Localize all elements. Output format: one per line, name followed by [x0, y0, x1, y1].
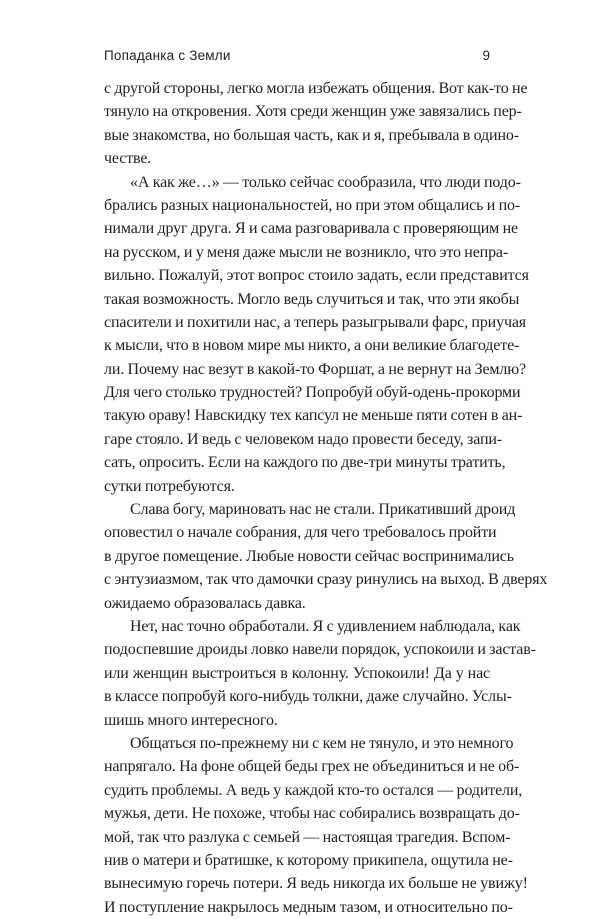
text-line: шишь много интересного. — [104, 711, 278, 729]
paragraph-5 — [104, 732, 528, 919]
page-number: 9 — [482, 48, 490, 63]
text-line: гаре стояло. И ведь с человеком надо провести беседу, запи- — [104, 430, 502, 448]
text-line: или женщин выстроиться в колонну. Успокоили! Да у нас — [104, 664, 490, 682]
text-line: такую ораву! Навскидку тех капсул не меньше пяти сотен в ан- — [104, 407, 523, 425]
text-line: сутки потребуются. — [104, 477, 235, 495]
text-line: вынесимую горечь потери. Я ведь никогда их больше не увижу! — [104, 875, 528, 893]
text-line: вые знакомства, но большая часть, как и я, пребывала в одино- — [104, 126, 519, 144]
text-line: ли. Почему нас везут в какой-то Форшат, а не вернут на Землю? — [104, 360, 526, 378]
text-line: сать, опросить. Если на каждого по две-три минуты тратить, — [104, 454, 506, 472]
text-line: брались разных национальностей, но при этом общались и по- — [104, 196, 521, 214]
running-header — [104, 46, 490, 66]
text-line: честве. — [104, 150, 152, 168]
text-line: напрягало. На фоне общей беды грех не объединиться и не об- — [104, 758, 520, 776]
text-line: вильно. Пожалуй, этот вопрос стоило задать, если представится — [104, 267, 529, 285]
text-line: мой, так что разлука с семьей — настоящая трагедия. Вспом- — [104, 828, 511, 846]
text-line: судить проблемы. А ведь у каждой кто-то остался — родители, — [104, 781, 523, 799]
text-line: нимали друг друга. Я и сама разговаривала с проверяющим не — [104, 220, 518, 238]
text-line: оповестил о начале собрания, для чего требовалось пройти — [104, 524, 497, 542]
text-line: нив о матери и братишке, к которому прикипела, ощутила не- — [104, 851, 513, 869]
paragraph-1 — [104, 77, 528, 171]
text-line: на русском, и у меня даже мысли не возникло, что это непра- — [104, 243, 509, 261]
text-line: Слава богу, мариновать нас не стали. Прикативший дроид — [130, 501, 516, 519]
text-line: «А как же…» — только сейчас сообразила, что люди подо- — [130, 173, 521, 191]
text-line: Для чего столько трудностей? Попробуй обуй-одень-прокорми — [104, 384, 521, 402]
text-line: ожидаемо образовалась давка. — [104, 594, 306, 612]
text-line: мужья, дети. Не похоже, чтобы нас собирались возвращать до- — [104, 805, 520, 823]
text-line: тянуло на откровения. Хотя среди женщин уже завязались пер- — [104, 103, 522, 121]
text-line: спасители и похитили нас, а теперь разыгрывали фарс, приучая — [104, 313, 527, 331]
text-line: с энтузиазмом, так что дамочки сразу ринулись на выход. В дверях — [104, 571, 548, 589]
paragraph-3 — [104, 498, 548, 615]
paragraph-4 — [104, 615, 536, 732]
running-title: Попаданка с Земли — [104, 48, 231, 63]
text-line: Общаться по-прежнему ни с кем не тянуло, и это немного — [130, 734, 514, 752]
text-line: подоспевшие дроиды ловко навели порядок, успокоили и застав- — [104, 641, 536, 659]
text-line: Нет, нас точно обработали. Я с удивлением наблюдала, как — [130, 617, 521, 635]
text-line: в классе попробуй кого-нибудь толкни, даже случайно. Услы- — [104, 688, 512, 706]
text-line: к мысли, что в новом мире мы никто, а они великие благодете- — [104, 337, 520, 355]
text-line: с другой стороны, легко могла избежать общения. Вот как-то не — [104, 80, 528, 97]
body-text — [104, 77, 548, 919]
text-line: такая возможность. Могло ведь случиться и так, что эти якобы — [104, 290, 520, 308]
text-line: И поступление накрылось медным тазом, и относительно по- — [104, 898, 513, 916]
paragraph-2 — [104, 171, 529, 498]
text-line: в другое помещение. Любые новости сейчас воспринимались — [104, 547, 514, 565]
